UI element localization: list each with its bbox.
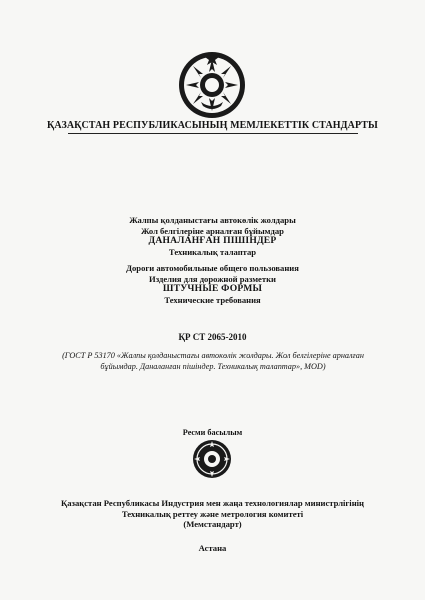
title-ru-line1: Дороги автомобильные общего пользования [126,263,299,273]
title-kz-line1: Жалпы қолданыстағы автокөлік жолдары [129,215,296,225]
official-edition-label: Ресми басылым [182,428,243,437]
memstandart-logo-icon [191,438,233,480]
publisher-line2: Техникалық реттеу және метрология комитеті [121,508,304,519]
header-divider [68,133,358,134]
title-ru-line3: ШТУЧНЫЕ ФОРМЫ [162,283,263,294]
title-kz-line2: Жол белгілеріне арналған бұйымдар [141,225,284,236]
title-ru-line2: Изделия для дорожной разметки [149,273,276,284]
title-kz-line3: ДАНАЛАНҒАН ПІШІНДЕР [148,235,277,246]
title-block-kazakh [0,215,425,257]
publication-city: Астана [198,543,227,553]
gost-reference-line2: бұйымдар. Даналанған пішіндер. Техникалық талаптар», MOD) [100,362,326,371]
title-block-russian [0,263,425,305]
gost-reference-line1: (ГОСТ Р 53170 «Жалпы қолданыстағы автокөлік жолдары. Жол белгілеріне арналған [62,351,364,360]
standard-code: ҚР СТ 2065-2010 [178,332,247,342]
standard-header-title: ҚАЗАҚСТАН РЕСПУБЛИКАСЫНЫҢ МЕМЛЕКЕТТІК СТАНДАРТЫ [47,120,378,131]
publisher-line3: (Мемстандарт) [183,519,242,529]
title-ru-line4: Технические требования [164,294,261,305]
gost-reference [38,350,388,372]
title-kz-line4: Техникалық талаптар [168,246,257,257]
kazakhstan-state-emblem-icon [177,50,247,120]
publisher-line1: Қазақстан Республикасы Индустрия мен жаңа технологиялар министрлігінің [61,498,364,508]
publisher-block [0,498,425,530]
